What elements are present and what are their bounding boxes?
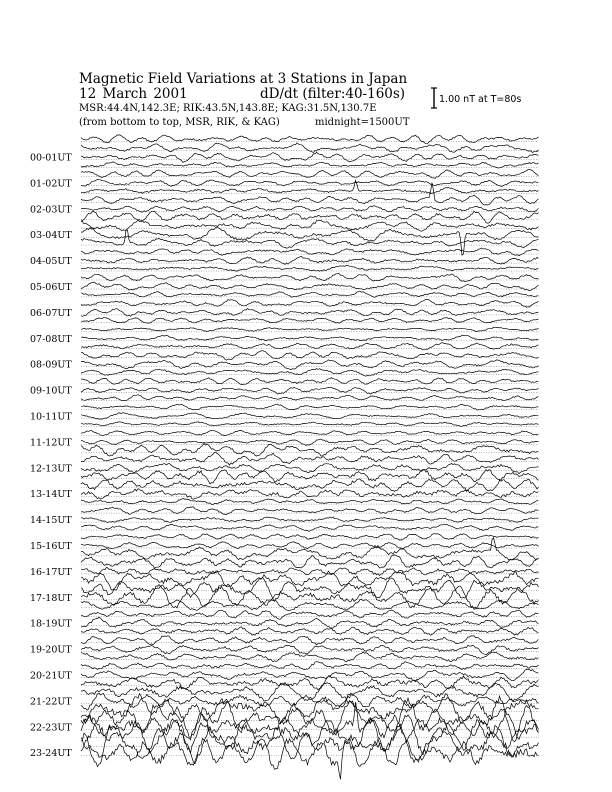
trace-kag [81, 180, 539, 193]
hour-label: 03-04UT [30, 230, 72, 242]
hour-label: 15-16UT [30, 541, 72, 552]
hour-label: 06-07UT [30, 307, 72, 319]
stations-label: MSR:44.4N,142.3E; RIK:43.5N,143.8E; KAG:31.5N,130.7E [79, 103, 377, 114]
hour-label: 09-10UT [30, 385, 72, 397]
trace-msr [81, 489, 539, 500]
trace-rik [81, 662, 539, 670]
trace-msr [81, 542, 539, 549]
trace-rik [81, 555, 539, 568]
trace-kag [81, 162, 539, 168]
trace-msr [81, 256, 539, 264]
hour-label: 17-18UT [30, 592, 72, 604]
chart-date: 12 March 2001 [79, 86, 188, 102]
trace-kag [81, 211, 539, 223]
trace-rik [81, 143, 539, 153]
hour-label: 18-19UT [30, 618, 72, 630]
hour-label: 04-05UT [30, 256, 72, 268]
chart-title: Magnetic Field Variations at 3 Stations in Japan [79, 71, 408, 87]
hour-label: 23-24UT [30, 748, 72, 760]
trace-rik [81, 299, 539, 307]
trace-msr [81, 669, 539, 680]
trace-rik [81, 248, 539, 256]
scale-label: 1.00 nT at T=80s [439, 94, 522, 105]
trace-kag [81, 599, 539, 611]
trace-msr [81, 693, 539, 710]
trace-rik [81, 610, 539, 619]
trace-msr [81, 360, 539, 370]
trace-rik [81, 220, 539, 232]
trace-rik [81, 404, 539, 410]
trace-rik [81, 351, 539, 361]
hour-label: 22-23UT [30, 722, 72, 734]
trace-msr [81, 152, 539, 162]
trace-rik [81, 507, 539, 515]
hour-label: 21-22UT [30, 696, 72, 708]
trace-msr [81, 517, 539, 523]
trace-kag [81, 318, 539, 324]
trace-rik [81, 273, 539, 281]
trace-rik [81, 636, 539, 645]
trace-kag [81, 135, 539, 144]
trace-rik [81, 577, 539, 601]
trace-msr [81, 179, 539, 186]
trace-rik [81, 479, 539, 491]
trace-kag [81, 369, 539, 377]
trace-rik [81, 378, 539, 385]
hour-label: 13-14UT [30, 489, 72, 501]
hour-label: 12-13UT [30, 463, 72, 475]
trace-rik [81, 453, 539, 465]
hour-label: 11-12UT [30, 437, 72, 449]
trace-rik [81, 534, 539, 540]
trace-msr [81, 309, 539, 317]
trace-kag [81, 343, 539, 350]
hour-label: 10-11UT [30, 411, 72, 423]
trace-rik [81, 696, 539, 742]
trace-kag [81, 443, 539, 456]
trace-msr [81, 617, 539, 628]
trace-msr [81, 282, 539, 291]
trace-kag [81, 499, 539, 505]
trace-kag [81, 422, 539, 427]
trace-kag [81, 524, 539, 531]
hour-label: 05-06UT [30, 282, 72, 293]
trace-rik [81, 183, 539, 205]
trace-msr [81, 645, 539, 654]
station-order-label: (from bottom to top, MSR, RIK, & KAG) [79, 117, 280, 128]
hour-label: 14-15UT [30, 515, 72, 527]
trace-kag [81, 627, 539, 635]
trace-msr [81, 738, 539, 779]
trace-kag [81, 652, 539, 662]
trace-kag [81, 291, 539, 297]
hour-label: 01-02UT [30, 178, 72, 190]
midnight-label: midnight=1500UT [315, 117, 410, 128]
trace-kag [81, 395, 539, 401]
trace-rik [81, 430, 539, 435]
trace-msr [81, 335, 539, 341]
hour-label: 20-21UT [30, 670, 72, 682]
hour-label: 16-17UT [30, 566, 72, 578]
trace-msr [81, 387, 539, 394]
filter-label: dD/dt (filter:40-160s) [260, 86, 406, 102]
hour-label: 19-20UT [30, 644, 72, 656]
trace-rik [81, 169, 539, 178]
trace-msr [81, 206, 539, 213]
hour-label: 00-01UT [30, 152, 72, 164]
hour-label: 07-08UT [30, 333, 72, 345]
trace-kag [81, 265, 539, 271]
trace-rik [81, 327, 539, 331]
trace-kag [81, 538, 539, 560]
trace-msr [81, 439, 539, 446]
hour-label: 08-09UT [30, 359, 72, 371]
trace-msr [81, 413, 539, 420]
trace-kag [81, 230, 539, 248]
hour-label: 02-03UT [30, 204, 72, 216]
trace-msr [81, 463, 539, 473]
